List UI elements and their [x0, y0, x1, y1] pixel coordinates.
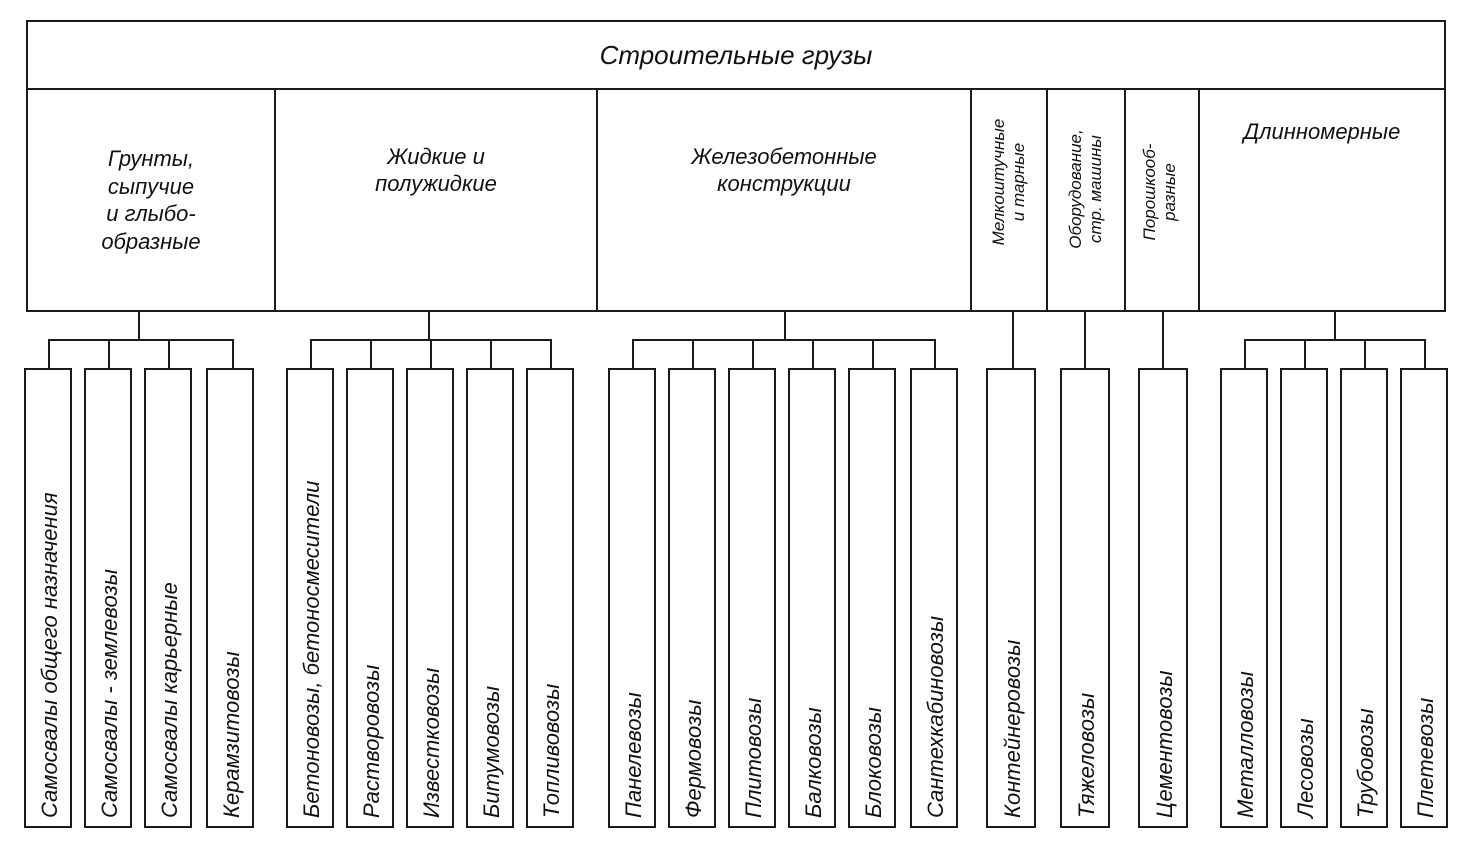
connector-soils-bus [48, 339, 234, 341]
leaf-label: Сантехкабиновозы [923, 615, 949, 818]
leaf-box-panel [608, 368, 656, 828]
leaf-box-heavy [1060, 368, 1110, 828]
leaf-label: Известковозы [419, 667, 445, 818]
leaf-label: Металловозы [1233, 671, 1259, 818]
title-box [26, 20, 1446, 90]
leaf-label: Битумовозы [479, 685, 505, 818]
leaf-box-beam [788, 368, 836, 828]
connector-powder [1162, 312, 1164, 370]
connector-concrete-drop [692, 339, 694, 370]
connector-concrete-bus [632, 339, 936, 341]
connector-long-drop [1244, 339, 1246, 370]
leaf-box-timber [1280, 368, 1328, 828]
category-box-equipment [1046, 88, 1126, 312]
category-label-small-pieces: Мелкоштучные и тарные [989, 118, 1028, 246]
connector-soils-drop [108, 339, 110, 370]
connector-long-drop [1424, 339, 1426, 370]
leaf-box-slab [728, 368, 776, 828]
connector-soils-stem [138, 312, 140, 341]
connector-long-bus [1244, 339, 1426, 341]
connector-equipment [1084, 312, 1086, 370]
connector-small-pieces [1012, 312, 1014, 370]
category-box-small-pieces [970, 88, 1048, 312]
leaf-label: Фермовозы [681, 699, 707, 818]
leaf-label: Лесовозы [1293, 718, 1319, 818]
leaf-label: Плитовозы [741, 697, 767, 818]
leaf-label: Трубовозы [1353, 708, 1379, 818]
leaf-label: Плетевозы [1413, 697, 1439, 818]
leaf-box-cement [1138, 368, 1188, 828]
leaf-label: Самосвалы карьерные [157, 582, 183, 818]
connector-concrete-drop [872, 339, 874, 370]
category-box-long [1198, 88, 1446, 312]
leaf-box-rail-strings [1400, 368, 1448, 828]
connector-concrete-drop [632, 339, 634, 370]
leaf-box-keramzit [206, 368, 254, 828]
category-label-liquid: Жидкие и полужидкие [375, 143, 497, 196]
connector-concrete-drop [812, 339, 814, 370]
leaf-box-dump-trucks-earth [84, 368, 132, 828]
connector-liquid-drop [550, 339, 552, 370]
leaf-box-dump-trucks-general [24, 368, 72, 828]
category-box-liquid [274, 88, 598, 312]
connector-liquid-stem [428, 312, 430, 341]
leaf-label: Самосвалы общего назначения [37, 492, 63, 818]
category-label-concrete: Железобетонные конструкции [691, 143, 877, 196]
leaf-label: Цементовозы [1152, 670, 1178, 818]
leaf-box-metal [1220, 368, 1268, 828]
category-label-powder: Порошкооб- разные [1140, 143, 1179, 241]
connector-concrete-drop [752, 339, 754, 370]
leaf-label: Тяжеловозы [1074, 692, 1100, 818]
leaf-label: Топливовозы [539, 683, 565, 818]
leaf-box-fuel [526, 368, 574, 828]
category-label-soils: Грунты, сыпучие и глыбо- образные [101, 146, 201, 254]
leaf-box-pipe [1340, 368, 1388, 828]
leaf-box-mortar [346, 368, 394, 828]
leaf-label: Блоковозы [861, 707, 887, 818]
category-label-equipment: Оборудование, стр. машины [1066, 129, 1105, 249]
connector-soils-drop [232, 339, 234, 370]
leaf-label: Керамзитовозы [219, 651, 245, 818]
connector-long-drop [1364, 339, 1366, 370]
diagram-title: Строительные грузы [599, 39, 873, 70]
leaf-label: Бетоновозы, бетоносмесители [299, 480, 325, 818]
connector-long-drop [1304, 339, 1306, 370]
leaf-label: Балковозы [801, 707, 827, 818]
connector-soils-drop [168, 339, 170, 370]
leaf-label: Растворовозы [359, 664, 385, 818]
connector-liquid-drop [370, 339, 372, 370]
connector-liquid-drop [430, 339, 432, 370]
connector-soils-drop [48, 339, 50, 370]
category-label-long: Длинномерные [1243, 119, 1401, 145]
leaf-box-block [848, 368, 896, 828]
leaf-box-dump-trucks-quarry [144, 368, 192, 828]
connector-liquid-drop [490, 339, 492, 370]
connector-long-stem [1334, 312, 1336, 341]
leaf-box-bitumen [466, 368, 514, 828]
category-box-powder [1124, 88, 1200, 312]
category-box-soils [26, 88, 276, 312]
category-box-concrete [596, 88, 972, 312]
leaf-label: Панелевозы [621, 692, 647, 818]
leaf-box-concrete-mixers [286, 368, 334, 828]
leaf-label: Самосвалы - землевозы [97, 569, 123, 818]
leaf-box-lime [406, 368, 454, 828]
leaf-label: Контейнеровозы [1000, 639, 1026, 818]
leaf-box-container [986, 368, 1036, 828]
connector-concrete-drop [934, 339, 936, 370]
connector-liquid-drop [310, 339, 312, 370]
leaf-box-plumbing-cabin [910, 368, 958, 828]
leaf-box-truss [668, 368, 716, 828]
connector-concrete-stem [784, 312, 786, 341]
